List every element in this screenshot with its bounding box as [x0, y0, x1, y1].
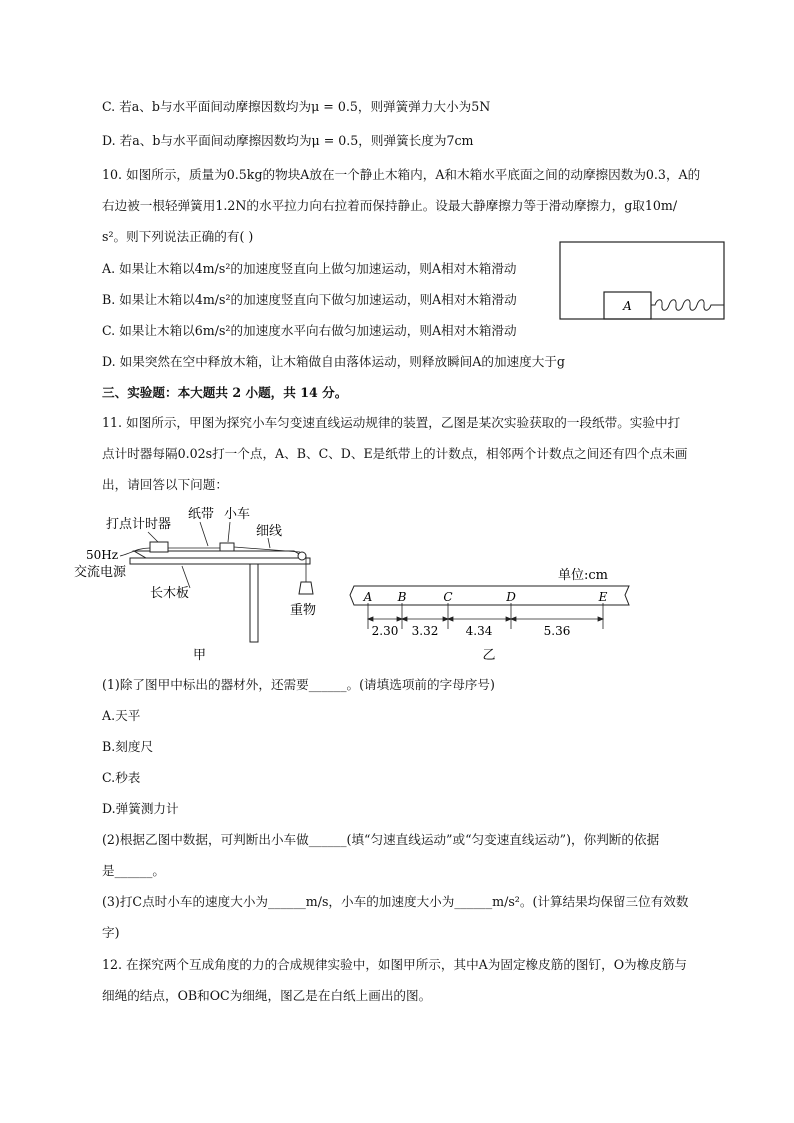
q11-sub3-line1: (3)打C点时小车的速度大小为______m/s，小车的加速度大小为______m/s²。(计算结果均保留三位有效数 [102, 894, 689, 909]
timer-label: 打点计时器 [106, 517, 172, 532]
svg-text:C: C [443, 590, 453, 604]
point-d [505, 590, 516, 629]
q10-option-a: A. 如果让木箱以4m/s²的加速度竖直向上做匀加速运动，则A相对木箱滑动 [102, 261, 517, 276]
point-e [598, 590, 608, 629]
q11-sub2-line2: 是______。 [102, 863, 165, 878]
q11-option-d: D.弹簧测力计 [102, 801, 179, 816]
wooden-box [560, 242, 724, 319]
q11-option-c: C.秒表 [102, 770, 141, 785]
dimension-arrows [368, 617, 603, 621]
q11-option-b: B.刻度尺 [102, 739, 154, 754]
board-label: 长木板 [150, 586, 190, 601]
svg-text:D: D [506, 590, 516, 604]
tape-label: 纸带 [188, 507, 215, 522]
q9-option-c: C. 若a、b与水平面间动摩擦因数均为μ = 0.5，则弹簧弹力大小为5N [102, 99, 491, 114]
section3-heading: 三、实验题：本大题共 2 小题，共 14 分。 [102, 385, 348, 400]
q11-sub3-line2: 字) [102, 925, 120, 940]
q11-stem-line2: 点计时器每隔0.02s打一个点，A、B、C、D、E是纸带上的计数点，相邻两个计数点之间还有四个点未画 [102, 446, 688, 461]
q10-option-d: D. 如果突然在空中释放木箱，让木箱做自由落体运动，则释放瞬间A的加速度大于g [102, 354, 565, 369]
table-leg [250, 564, 258, 642]
point-c [443, 590, 452, 629]
svg-text:E: E [598, 590, 608, 604]
tape-strip [350, 586, 629, 605]
weight [299, 582, 313, 594]
weight-label: 重物 [290, 603, 317, 618]
figure-jia-caption: 甲 [193, 648, 207, 663]
frequency-label: 50Hz [86, 548, 119, 562]
q10-stem-line3: s²。则下列说法正确的有( ) [102, 229, 254, 244]
figure-yi-caption: 乙 [482, 648, 496, 663]
svg-text:A: A [363, 590, 373, 604]
q11-sub1: (1)除了图甲中标出的器材外，还需要______。(请填选项前的字母序号) [102, 677, 495, 692]
q12-stem-line2: 细绳的结点，OB和OC为细绳，图乙是在白纸上画出的图。 [102, 988, 432, 1003]
q10-option-c: C. 如果让木箱以6m/s²的加速度水平向右做匀加速运动，则A相对木箱滑动 [102, 323, 517, 338]
svg-text:B: B [397, 590, 407, 604]
q9-option-d: D. 若a、b与水平面间动摩擦因数均为μ = 0.5，则弹簧长度为7cm [102, 133, 474, 148]
q11-option-a: A.天平 [102, 708, 141, 723]
q11-sub2-line1: (2)根据乙图中数据，可判断出小车做______(填“匀速直线运动”或“匀变速直线运动”)，你判断的依据 [102, 832, 660, 847]
distance-bc: 3.32 [411, 624, 439, 638]
q11-stem-line1: 11. 如图所示，甲图为探究小车匀变速直线运动规律的装置，乙图是某次实验获取的一段纸带。实验中打 [102, 415, 681, 430]
q12-stem-line1: 12. 在探究两个互成角度的力的合成规律实验中，如图甲所示，其中A为固定橡皮筋的图钉，O为橡皮筋与 [102, 957, 687, 972]
pulley [298, 552, 306, 560]
block-a-label: A [623, 299, 632, 313]
unit-label: 单位:cm [558, 568, 608, 583]
q10-box-figure [558, 240, 728, 322]
paper-tape-figure-yi [344, 565, 634, 663]
spring [651, 300, 724, 311]
q10-stem-line1: 10. 如图所示，质量为0.5kg的物块A放在一个静止木箱内，A和木箱水平底面之间的动摩擦因数为0.3，A的 [102, 167, 701, 182]
distance-de: 5.36 [543, 624, 571, 638]
distance-ab: 2.30 [371, 624, 399, 638]
q10-option-b: B. 如果让木箱以4m/s²的加速度竖直向下做匀加速运动，则A相对木箱滑动 [102, 292, 517, 307]
distance-cd: 4.34 [465, 624, 493, 638]
apparatus-figure-jia [70, 502, 340, 664]
power-label: 交流电源 [74, 565, 127, 580]
timer-device [150, 542, 168, 552]
q10-stem-line2: 右边被一根轻弹簧用1.2N的水平拉力向右拉着而保持静止。设最大静摩擦力等于滑动摩擦力，g取10m/ [102, 198, 678, 213]
cart [220, 543, 234, 551]
string-label: 细线 [256, 524, 283, 539]
cart-label: 小车 [224, 507, 251, 522]
q11-stem-line3: 出，请回答以下问题： [102, 477, 228, 492]
